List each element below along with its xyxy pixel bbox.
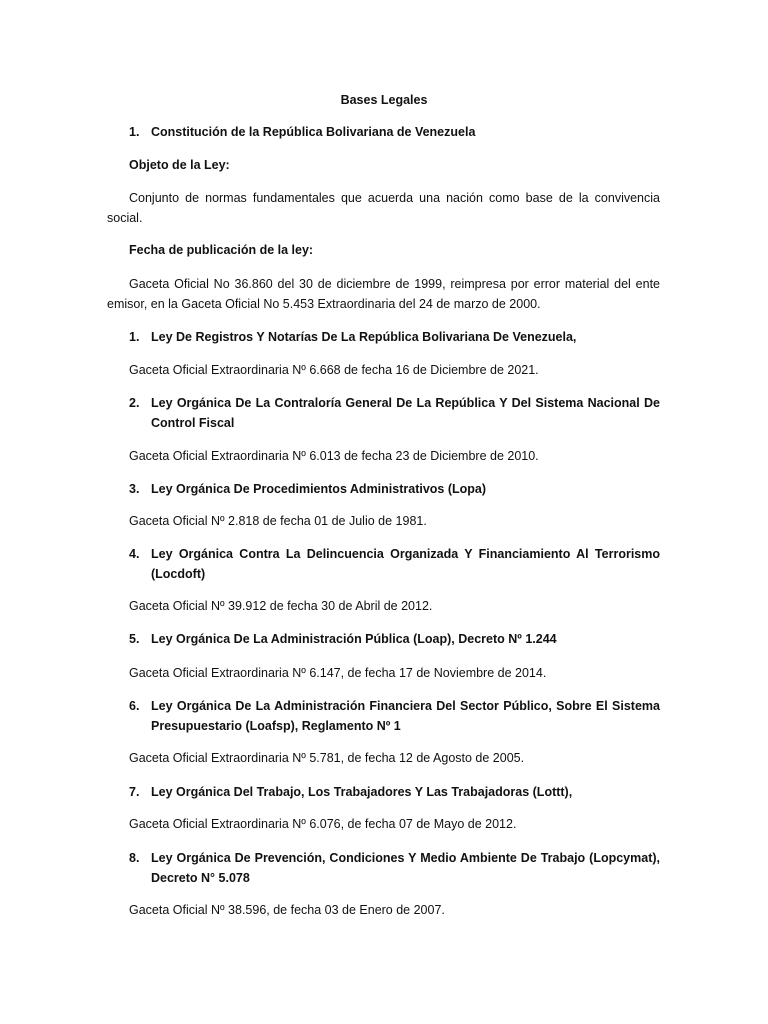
law-7-number: 7.	[129, 785, 140, 799]
law-6-number: 6.	[129, 699, 140, 713]
object-text: Conjunto de normas fundamentales que acuerda una nación como base de la convivencia social.	[107, 191, 660, 225]
law-3-heading: Ley Orgánica De Procedimientos Administrativos (Lopa)	[151, 482, 487, 496]
law-6-gazette: Gaceta Oficial Extraordinaria Nº 5.781, de fecha 12 de Agosto de 2005.	[129, 751, 525, 765]
law-6-heading: Ley Orgánica De La Administración Financiera Del Sector Público, Sobre El Sistema Presupuestario (Loafsp), Reglamento Nº 1	[151, 699, 660, 733]
law-4-gazette: Gaceta Oficial Nº 39.912 de fecha 30 de Abril de 2012.	[129, 599, 433, 613]
law-1-heading: Ley De Registros Y Notarías De La República Bolivariana De Venezuela,	[151, 330, 577, 344]
document-title: Bases Legales	[340, 93, 428, 107]
law-4-number: 4.	[129, 547, 140, 561]
date-text: Gaceta Oficial No 36.860 del 30 de diciembre de 1999, reimpresa por error material del ente emisor, en la Gaceta Oficial No 5.453 Extraordinaria del 24 de marzo de 2000.	[107, 277, 660, 311]
date-label: Fecha de publicación de la ley:	[129, 243, 314, 257]
law-4-heading: Ley Orgánica Contra La Delincuencia Organizada Y Financiamiento Al Terrorismo (Locdoft)	[151, 547, 660, 581]
law-8-number: 8.	[129, 851, 140, 865]
law-1-number: 1.	[129, 330, 140, 344]
law-3-number: 3.	[129, 482, 140, 496]
law-8-heading: Ley Orgánica De Prevención, Condiciones Y Medio Ambiente De Trabajo (Lopcymat), Decreto N° 5.078	[151, 851, 660, 885]
law-7-heading: Ley Orgánica Del Trabajo, Los Trabajadores Y Las Trabajadoras (Lottt),	[151, 785, 573, 799]
object-label: Objeto de la Ley:	[129, 158, 230, 172]
law-2-number: 2.	[129, 396, 140, 410]
constitution-heading: Constitución de la República Bolivariana de Venezuela	[151, 125, 476, 139]
law-1-gazette: Gaceta Oficial Extraordinaria Nº 6.668 de fecha 16 de Diciembre de 2021.	[129, 363, 539, 377]
law-5-heading: Ley Orgánica De La Administración Pública (Loap), Decreto Nº 1.244	[151, 632, 557, 646]
law-8-gazette: Gaceta Oficial Nº 38.596, de fecha 03 de Enero de 2007.	[129, 903, 445, 917]
law-2-heading: Ley Orgánica De La Contraloría General De La República Y Del Sistema Nacional De Control Fiscal	[151, 396, 660, 430]
constitution-number: 1.	[129, 125, 140, 139]
law-7-gazette: Gaceta Oficial Extraordinaria Nº 6.076, de fecha 07 de Mayo de 2012.	[129, 817, 517, 831]
law-2-gazette: Gaceta Oficial Extraordinaria Nº 6.013 de fecha 23 de Diciembre de 2010.	[129, 449, 539, 463]
law-5-gazette: Gaceta Oficial Extraordinaria Nº 6.147, de fecha 17 de Noviembre de 2014.	[129, 666, 547, 680]
law-3-gazette: Gaceta Oficial Nº 2.818 de fecha 01 de Julio de 1981.	[129, 514, 427, 528]
law-5-number: 5.	[129, 632, 140, 646]
